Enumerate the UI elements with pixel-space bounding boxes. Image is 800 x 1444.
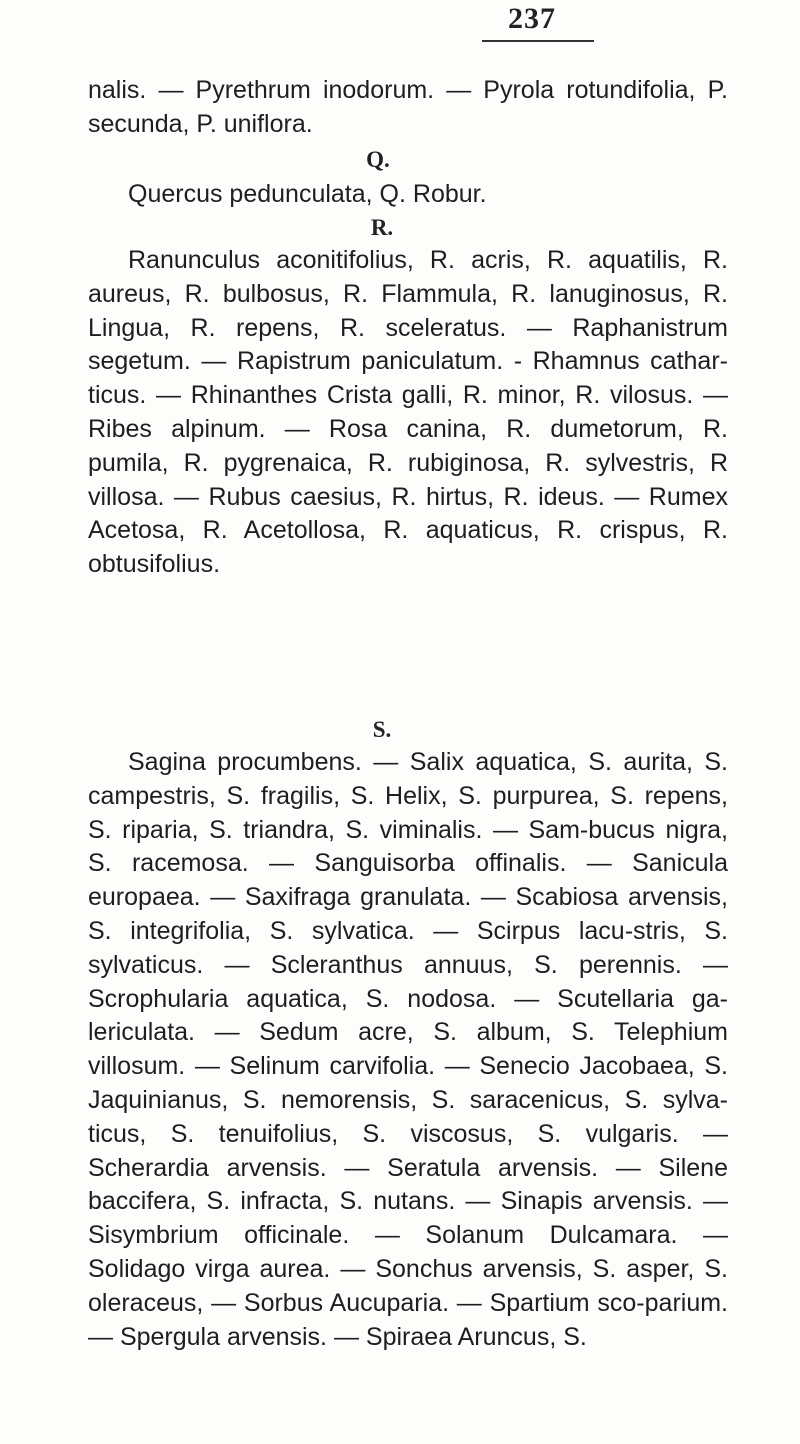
section-p-paragraph: nalis. — Pyrethrum inodorum. — Pyrola rotundifolia, P. secunda, P. uniflora. — [88, 76, 728, 138]
section-s-paragraph: Sagina procumbens. — Salix aquatica, S. aurita, S. campestris, S. fragilis, S. Helix, S. purpurea, S. repens, S. riparia, S. triandra, S. viminalis. — Sam-bucus nigra, S. racemosa. — Sanguisorba offinalis. — Sanicula europaea. — Saxifraga granulata. — Scabiosa arvensis, S. integrifolia, S. sylvatica. — Scirpus lacu-stris, S. sylvaticus. — Scleranthus annuus, S. perennis. — Scrophularia aquatica, S. nodosa. — Scutellaria ga-lericulata. — Sedum acre, S. album, S. Telephium villosum. — Selinum carvifolia. — Senecio Jacobaea, S. Jaquinianus, S. nemorensis, S. saracenicus, S. sylva-ticus, S. tenuifolius, S. viscosus, S. vulgaris. — Scherardia arvensis. — Seratula arvensis. — Silene baccifera, S. infracta, S. nutans. — Sinapis arvensis. — Sisymbrium officinale. — Solanum Dulcamara. — Solidago virga aurea. — Sonchus arvensis, S. asper, S. oleraceus, — Sorbus Aucuparia. — Spartium sco-parium. — Spergula arvensis. — Spiraea Aruncus, S. — [88, 748, 728, 1351]
section-s-heading: S. — [372, 717, 392, 742]
header-rule — [482, 40, 594, 42]
section-q-paragraph: Quercus pedunculata, Q. Robur. — [128, 180, 487, 208]
section-s-text-block — [88, 746, 728, 1354]
page-number: 237 — [508, 2, 556, 35]
section-r-text-block — [88, 244, 728, 582]
section-q-text-block — [88, 178, 728, 212]
section-p-text-block — [88, 74, 728, 142]
section-r-heading: R. — [370, 215, 394, 240]
section-q-heading: Q. — [366, 147, 390, 172]
section-r-paragraph: Ranunculus aconitifolius, R. acris, R. aquatilis, R. aureus, R. bulbosus, R. Flammula, R. lanuginosus, R. Lingua, R. repens, R. sceleratus. — Raphanistrum segetum. — Rapistrum paniculatum. - Rhamnus cathar-ticus. — Rhinanthes Crista galli, R. minor, R. vilosus. — Ribes alpinum. — Rosa canina, R. dumetorum, R. pumila, R. pygrenaica, R. rubiginosa, R. sylvestris, R villosa. — Rubus caesius, R. hirtus, R. ideus. — Rumex Acetosa, R. Acetollosa, R. aquaticus, R. crispus, R. obtusifolius. — [88, 246, 728, 579]
